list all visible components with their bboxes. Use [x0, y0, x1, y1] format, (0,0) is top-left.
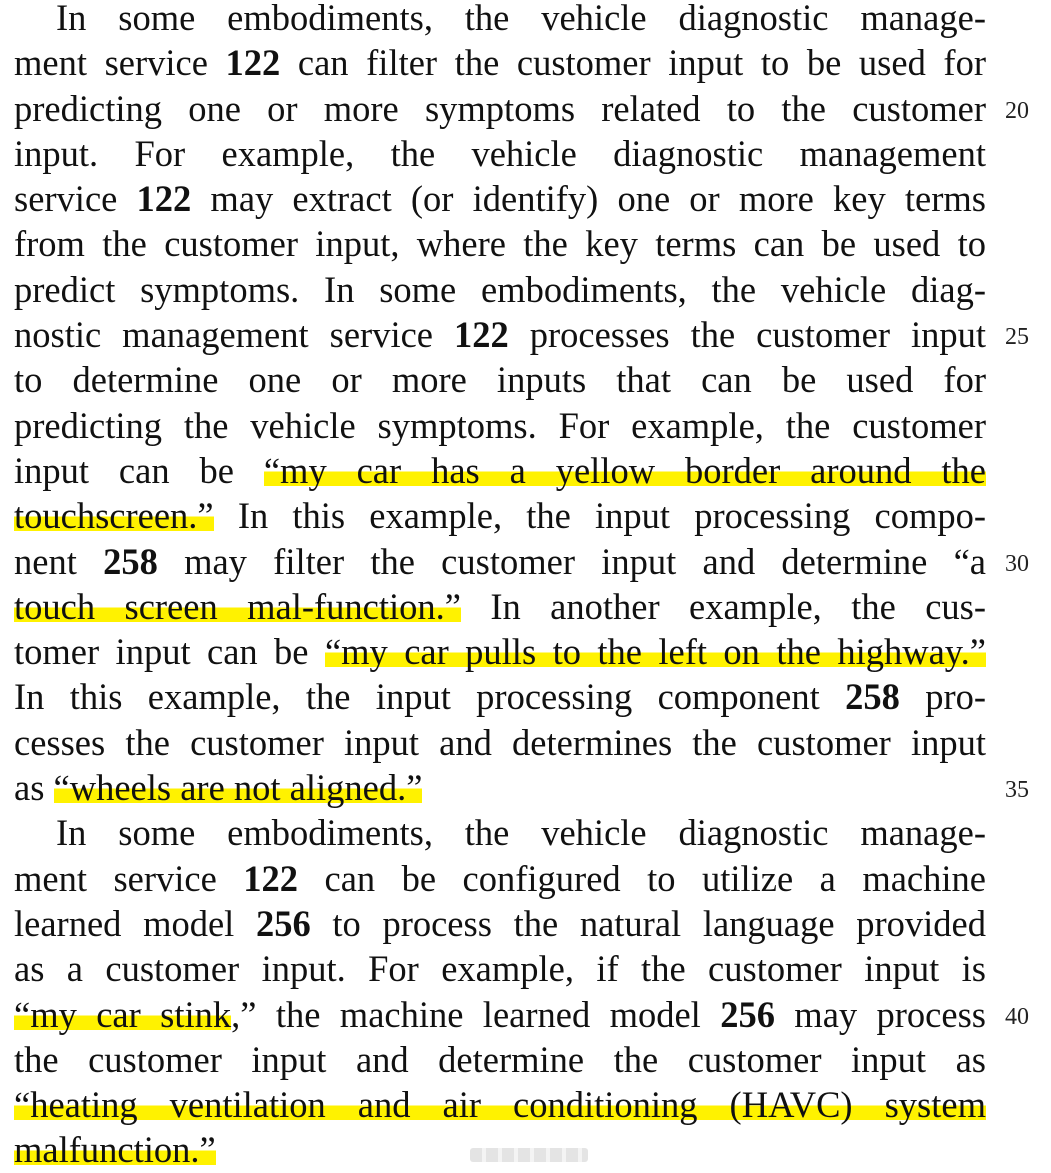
- text-segment: In this example, the input processing compo-: [213, 495, 986, 537]
- highlighted-quote: “my car stink: [14, 993, 232, 1035]
- text-line: [14, 403, 986, 448]
- text-line: [14, 674, 986, 719]
- text-segment: processes the customer input: [508, 314, 986, 356]
- text-segment: In this example, the input processing component: [14, 676, 846, 718]
- text-line: [14, 584, 986, 629]
- reference-numeral: 122: [225, 42, 281, 84]
- text-line: [14, 40, 986, 85]
- line-number: 25: [1005, 324, 1029, 351]
- text-segment: may extract (or identify) one or more key terms: [191, 178, 986, 220]
- highlighted-quote: “wheels are not aligned.”: [53, 767, 423, 809]
- patent-text-body: [14, 0, 986, 1173]
- reference-numeral: 122: [454, 314, 509, 356]
- text-segment: ,” the machine learned model: [231, 993, 721, 1035]
- highlighted-quote: touch screen mal-function.”: [14, 585, 461, 627]
- line-number: 35: [1005, 777, 1029, 804]
- text-segment: can filter the customer input to be used for: [280, 42, 986, 84]
- text-line: [14, 992, 986, 1037]
- text-line: [14, 176, 986, 221]
- text-line: [14, 720, 986, 765]
- text-segment: In another example, the cus-: [460, 585, 986, 627]
- text-segment: predicting one or more symptoms related to the customer: [14, 87, 986, 129]
- text-line: [14, 1082, 986, 1127]
- text-line: [14, 312, 986, 357]
- text-line: [14, 946, 986, 991]
- text-segment: to process the natural language provided: [310, 902, 986, 944]
- text-segment: as: [14, 767, 54, 809]
- text-segment: as a customer input. For example, if the customer input is: [14, 948, 986, 990]
- text-segment: ment service: [14, 857, 244, 899]
- reference-numeral: 258: [845, 676, 900, 718]
- text-line: [14, 357, 986, 402]
- paragraph: [14, 810, 986, 1172]
- text-segment: from the customer input, where the key terms can be used to: [14, 223, 986, 265]
- line-number: 30: [1005, 550, 1029, 577]
- highlighted-quote: “heating ventilation and air conditioning (HAVC) system: [14, 1084, 986, 1126]
- line-number: 20: [1005, 97, 1029, 124]
- text-line: [14, 1037, 986, 1082]
- highlighted-quote: “my car has a yellow border around the: [263, 449, 986, 491]
- text-segment: to determine one or more inputs that can be used for: [14, 359, 986, 401]
- text-line: [14, 629, 986, 674]
- text-segment: input can be: [14, 449, 264, 491]
- text-segment: can be configured to utilize a machine: [298, 857, 986, 899]
- text-line: [14, 493, 986, 538]
- reference-numeral: 258: [103, 540, 158, 582]
- text-segment: may process: [774, 993, 986, 1035]
- reference-numeral: 256: [720, 993, 775, 1035]
- text-line: [14, 856, 986, 901]
- reference-numeral: 256: [255, 902, 311, 944]
- text-line: [14, 448, 986, 493]
- text-segment: tomer input can be: [14, 631, 325, 673]
- text-line: [14, 0, 986, 40]
- text-line: [14, 901, 986, 946]
- text-segment: may filter the customer input and determine “a: [157, 540, 987, 582]
- text-line: [14, 131, 986, 176]
- reference-numeral: 122: [243, 857, 299, 899]
- text-segment: input. For example, the vehicle diagnostic management: [14, 132, 986, 174]
- highlighted-quote: “my car pulls to the left on the highway.”: [324, 631, 986, 673]
- text-segment: cesses the customer input and determines the customer input: [14, 721, 986, 763]
- text-segment: learned model: [14, 902, 256, 944]
- text-segment: nent: [14, 540, 104, 582]
- highlighted-quote: malfunction.”: [14, 1129, 216, 1171]
- text-segment: pro-: [899, 676, 986, 718]
- text-line: [14, 765, 986, 810]
- paragraph: [14, 0, 986, 810]
- text-segment: nostic management service: [14, 314, 454, 356]
- watermark: [470, 1148, 588, 1162]
- text-segment: the customer input and determine the customer input as: [14, 1038, 986, 1080]
- reference-numeral: 122: [136, 178, 192, 220]
- line-number: 40: [1005, 1003, 1029, 1030]
- text-line: [14, 539, 986, 584]
- text-segment: service: [14, 178, 137, 220]
- text-segment: ment service: [14, 42, 226, 84]
- text-segment: predicting the vehicle symptoms. For example, the customer: [14, 404, 986, 446]
- text-segment: predict symptoms. In some embodiments, the vehicle diag-: [14, 268, 986, 310]
- text-line: [14, 86, 986, 131]
- text-line: [14, 221, 986, 266]
- text-segment: In some embodiments, the vehicle diagnostic manage-: [56, 812, 986, 854]
- text-segment: In some embodiments, the vehicle diagnostic manage-: [56, 0, 986, 38]
- highlighted-quote: touchscreen.”: [14, 495, 214, 537]
- text-line: [14, 810, 986, 855]
- text-line: [14, 267, 986, 312]
